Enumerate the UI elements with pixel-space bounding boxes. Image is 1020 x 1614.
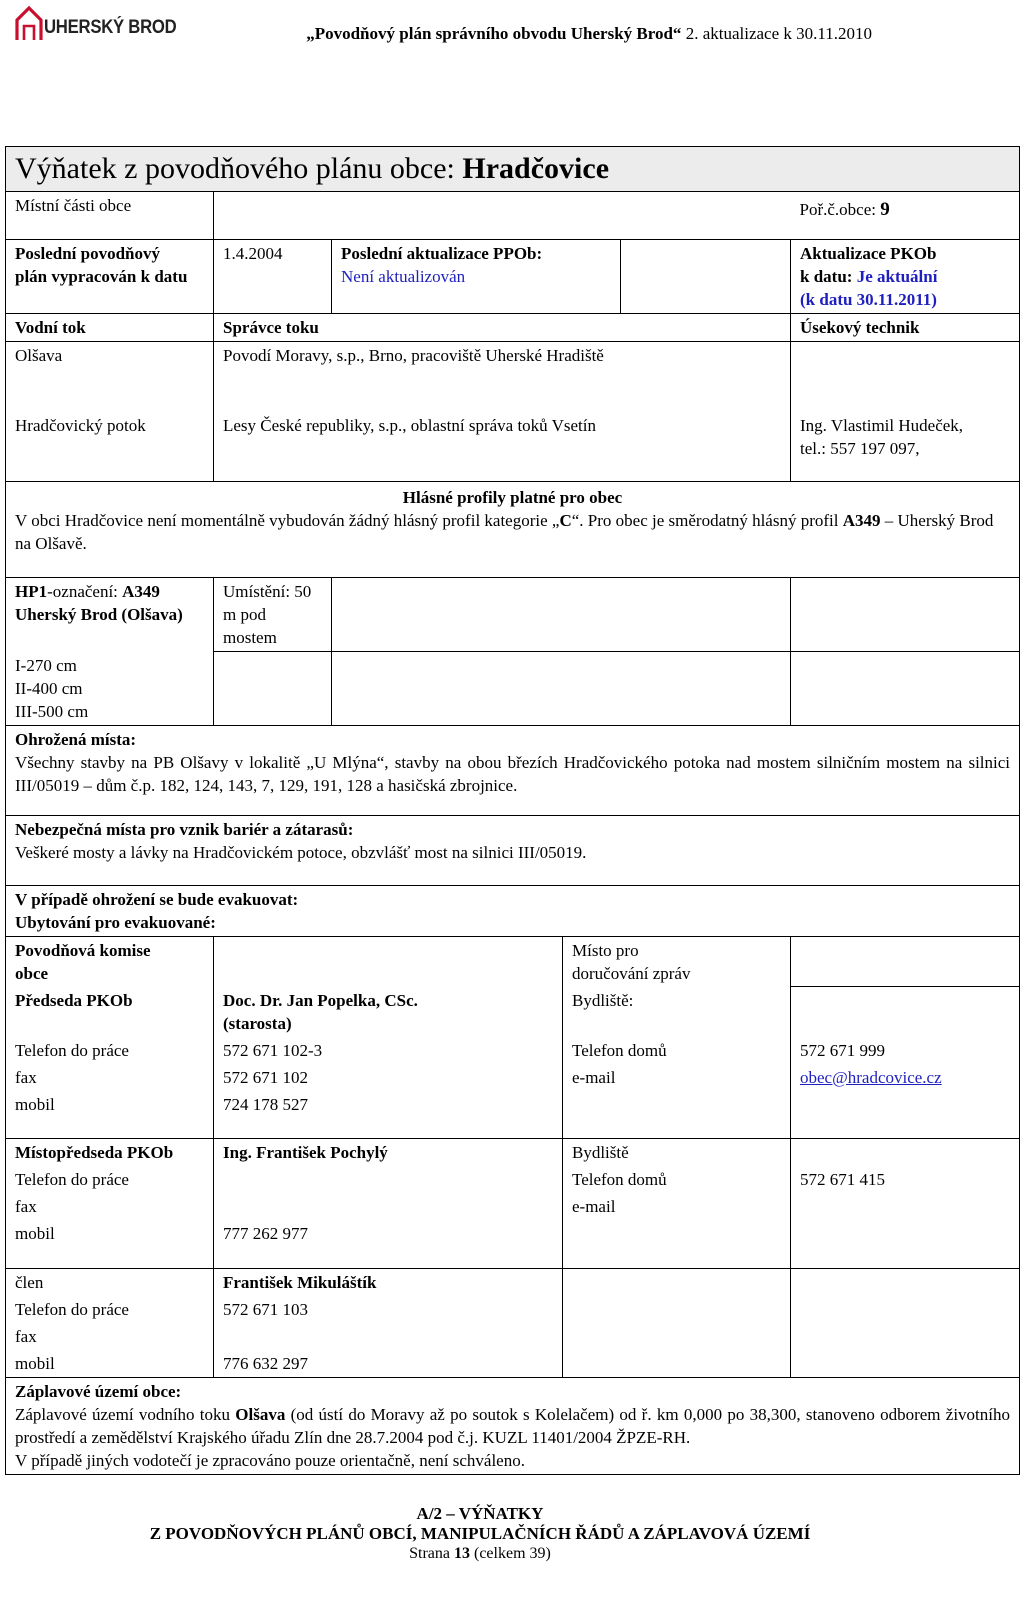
footer-section-title: Z POVODŇOVÝCH PLÁNŮ OBCÍ, MANIPULAČNÍCH ŘÁDŮ A ZÁPLAVOVÁ ÚZEMÍ — [149, 1524, 811, 1543]
chair-name: Doc. Dr. Jan Popelka, CSc. (starosta) — [214, 987, 563, 1037]
page-header — [0, 0, 960, 60]
mobile-label: mobil — [6, 1220, 214, 1268]
stream-name: Olšava — [6, 342, 214, 412]
vice-label: Místopředseda PKOb — [6, 1139, 214, 1167]
stream-manager: Povodí Moravy, s.p., Brno, pracoviště Uherské Hradiště — [214, 342, 791, 412]
parts-value — [214, 192, 791, 240]
member-label: člen — [6, 1268, 214, 1296]
hp1-levels: I-270 cm II-400 cm III-500 cm — [6, 652, 214, 726]
member-mobile: 776 632 297 — [214, 1350, 563, 1378]
work-phone-label: Telefon do práce — [6, 1166, 214, 1193]
col-header-technician: Úsekový technik — [791, 314, 1020, 342]
commission-label: Povodňová komise obce — [6, 936, 214, 987]
stream-technician: Ing. Vlastimil Hudeček, tel.: 557 197 097, — [791, 412, 1020, 482]
work-phone-label: Telefon do práce — [6, 1296, 214, 1323]
footer-section: A/2 – VÝŇATKY — [416, 1504, 544, 1523]
pkob-update: Aktualizace PKOb k datu: Je aktuální (k datu 30.11.2011) — [791, 240, 1020, 314]
stream-technician — [791, 342, 1020, 412]
member-name: František Mikuláštík — [214, 1268, 563, 1296]
threatened-places: Ohrožená místa: Všechny stavby na PB Olšavy v lokalitě „U Mlýna“, stavby na obou březích Hradčovického potoka nad mostem silničním mostem na silnici III/05019 – dům č.p. 182, 124, 143, 7, 129, 191, 128 a hasičská zbrojnice. — [6, 725, 1020, 815]
chair-home-phone: 572 671 999 — [791, 1037, 1020, 1064]
vice-mobile: 777 262 977 — [214, 1220, 563, 1268]
town-logo-icon — [14, 4, 46, 44]
warning-profiles: Hlásné profily platné pro obec V obci Hradčovice není momentálně vybudován žádný hlásný profil kategorie „C“. Pro obec je směrodatný hlásný profil A349 – Uherský Brod na Olšavě. — [6, 482, 1020, 578]
barrier-places: Nebezpečná místa pro vznik bariér a zátarasů: Veškeré mosty a lávky na Hradčovickém potoce, obzvlášť most na silnici III/05019. — [6, 815, 1020, 885]
chair-work-phone: 572 671 102-3 — [214, 1037, 563, 1064]
work-phone-label: Telefon do práce — [6, 1037, 214, 1064]
chair-residence-label: Bydliště: — [563, 987, 791, 1037]
email-label: e-mail — [563, 1193, 791, 1220]
messages-label: Místo pro doručování zpráv — [563, 936, 791, 987]
chair-email[interactable] — [791, 1064, 1020, 1091]
page-title: Výňatek z povodňového plánu obce: Hradčovice — [6, 147, 1020, 192]
email-link[interactable]: obec@hradcovice.cz — [800, 1067, 942, 1087]
flood-plan-table — [5, 146, 1020, 1475]
email-label: e-mail — [563, 1064, 791, 1091]
chair-mobile: 724 178 527 — [214, 1091, 563, 1139]
vice-residence-label: Bydliště — [563, 1139, 791, 1167]
mobile-label: mobil — [6, 1350, 214, 1378]
hp1-location: Umístění: 50 m pod mostem — [214, 578, 332, 652]
ppob-update: Poslední aktualizace PPOb: Není aktualizován — [332, 240, 621, 314]
parts-label: Místní části obce — [6, 192, 214, 240]
chair-fax: 572 671 102 — [214, 1064, 563, 1091]
hp1-label: HP1-označení: A349 Uherský Brod (Olšava) — [6, 578, 214, 652]
fax-label: fax — [6, 1323, 214, 1350]
stream-manager: Lesy České republiky, s.p., oblastní správa toků Vsetín — [214, 412, 791, 482]
last-plan-label: Poslední povodňový plán vypracován k datu — [6, 240, 214, 314]
col-header-stream: Vodní tok — [6, 314, 214, 342]
vice-home-phone: 572 671 415 — [791, 1166, 1020, 1193]
page-number: Strana 13 (celkem 39) — [409, 1545, 551, 1562]
page-footer — [0, 1504, 960, 1564]
logo-text: UHERSKÝ BROD — [44, 17, 177, 38]
evacuation: V případě ohrožení se bude evakuovat: Ubytování pro evakuované: — [6, 885, 1020, 936]
mobile-label: mobil — [6, 1091, 214, 1139]
stream-name: Hradčovický potok — [6, 412, 214, 482]
chair-label: Předseda PKOb — [6, 987, 214, 1037]
order-number: Poř.č.obce: 9 — [791, 192, 1020, 240]
home-phone-label: Telefon domů — [563, 1037, 791, 1064]
fax-label: fax — [6, 1193, 214, 1220]
col-header-manager: Správce toku — [214, 314, 791, 342]
home-phone-label: Telefon domů — [563, 1166, 791, 1193]
vice-name: Ing. František Pochylý — [214, 1139, 563, 1167]
last-plan-date: 1.4.2004 — [214, 240, 332, 314]
fax-label: fax — [6, 1064, 214, 1091]
flood-zone: Záplavové území obce: Záplavové území vodního toku Olšava (od ústí do Moravy až po soutok s Kolelačem) od ř. km 0,000 po 38,300, stanoveno odborem životního prostředí a zemědělství Krajského úřadu Zlín dne 28.7.2004 pod č.j. KUZL 11401/2004 ŽPZE-RH. V případě jiných vodotečí je zpracováno pouze orientačně, není schváleno. — [6, 1377, 1020, 1474]
member-work-phone: 572 671 103 — [214, 1296, 563, 1323]
document-title: „Povodňový plán správního obvodu Uherský Brod“ 2. aktualizace k 30.11.2010 — [306, 24, 872, 43]
